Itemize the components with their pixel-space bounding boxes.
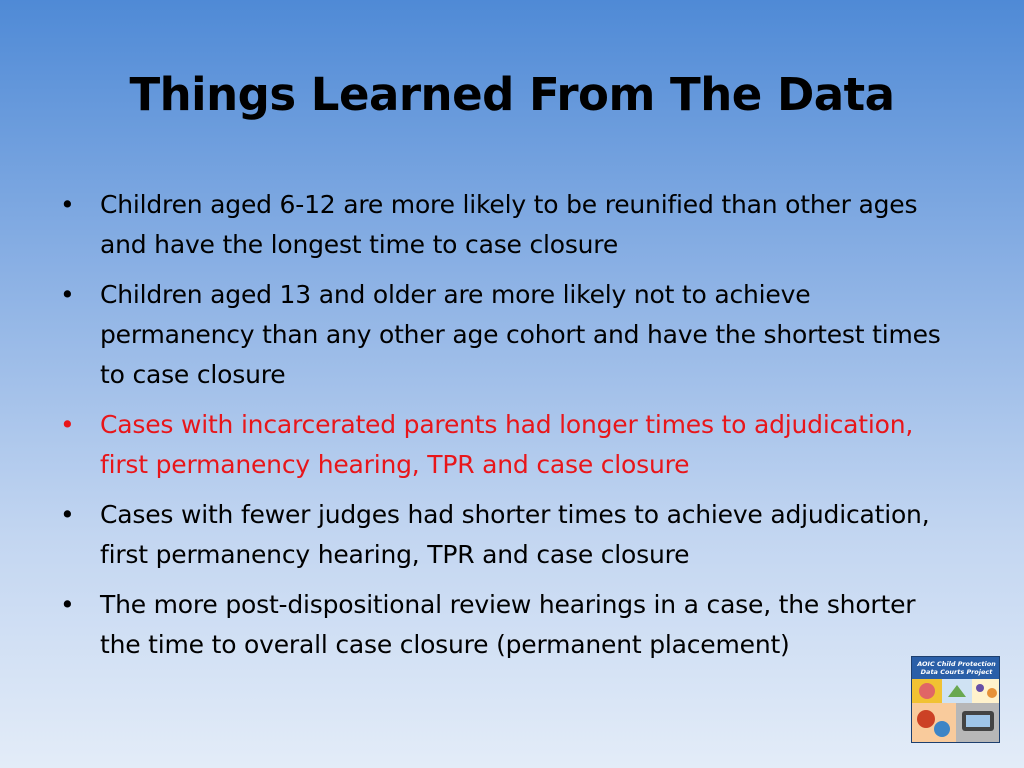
bullet-item xyxy=(60,185,960,265)
bullet-list xyxy=(60,185,960,675)
bullet-dot-icon: • xyxy=(60,590,75,619)
bullet-dot-icon: • xyxy=(60,410,75,439)
logo-caption xyxy=(912,660,1000,676)
bullet-text: Cases with incarcerated parents had longer times to adjudication, first permanency hearing, TPR and case closure xyxy=(100,410,914,479)
bullet-item xyxy=(60,495,960,575)
bullet-text: Children aged 13 and older are more likely not to achieve permanency than any other age cohort and have the shortest times to case closure xyxy=(100,280,941,389)
bullet-dot-icon: • xyxy=(60,280,75,309)
bullet-dot-icon: • xyxy=(60,190,75,219)
bullet-text: Children aged 6-12 are more likely to be reunified than other ages and have the longest time to case closure xyxy=(100,190,918,259)
bullet-item xyxy=(60,275,960,395)
bullet-text: Cases with fewer judges had shorter times to achieve adjudication, first permanency hearing, TPR and case closure xyxy=(100,500,930,569)
slide-title: Things Learned From The Data xyxy=(129,68,895,121)
bullet-item xyxy=(60,405,960,485)
bullet-dot-icon: • xyxy=(60,500,75,529)
project-logo xyxy=(911,656,1000,743)
bullet-text: The more post-dispositional review hearings in a case, the shorter the time to overall case closure (permanent placement) xyxy=(100,590,916,659)
logo-line-1: AOIC Child Protection xyxy=(917,660,996,668)
logo-line-2: Data Courts Project xyxy=(920,668,993,676)
bullet-item xyxy=(60,585,960,665)
collage-logo-icon xyxy=(912,679,1000,743)
